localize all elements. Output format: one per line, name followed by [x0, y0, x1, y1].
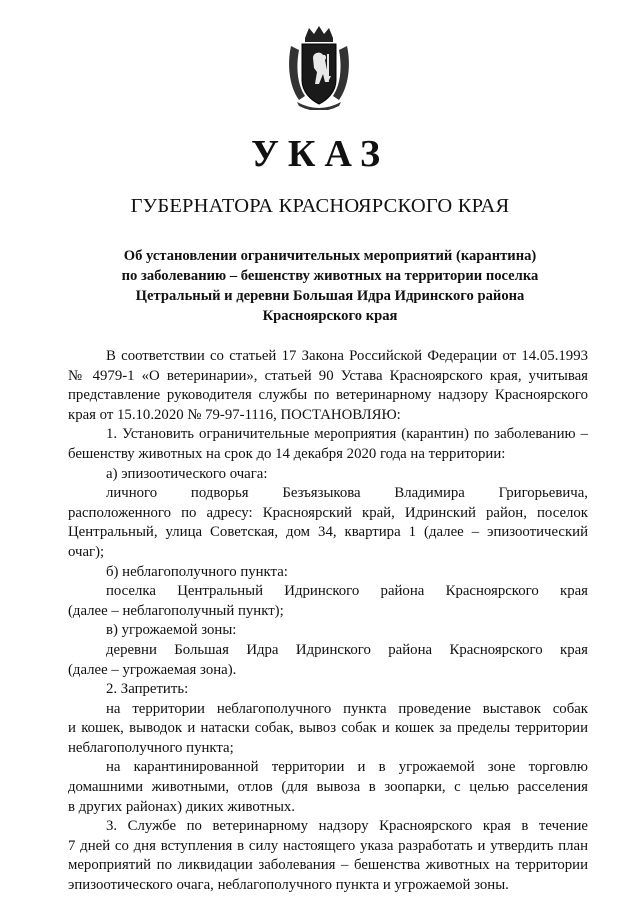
body-line: края от 15.10.2020 № 79-97-1116, ПОСТАНОВЛЯЮ: — [68, 406, 401, 423]
body-line: 1. Установить ограничительные мероприятия (карантин) по заболеванию – — [106, 426, 588, 443]
body-line: (далее – угрожаемая зона). — [68, 661, 237, 678]
body-line: а) эпизоотического очага: — [106, 465, 268, 482]
body-line: на территории неблагополучного пункта проведение выставок собак — [106, 700, 588, 717]
body-line: поселка Центральный Идринского района Красноярского края — [106, 583, 588, 600]
body-line: неблагополучного пункта; — [68, 739, 234, 756]
body-line: эпизоотического очага, неблагополучного пункта и угрожаемой зоны. — [68, 877, 509, 894]
body-line: представление руководителя службы по ветеринарному надзору Красноярского — [68, 387, 588, 404]
body-line: личного подворья Безъязыкова Владимира Григорьевича, — [106, 485, 588, 502]
body-line: № 4979-1 «О ветеринарии», статьей 90 Устава Красноярского края, учитывая — [68, 367, 588, 384]
body-line: и кошек, выводок и натаски собак, вывоз собак и кошек за пределы территории — [68, 720, 588, 737]
body-line: в других районах) диких животных. — [68, 798, 296, 815]
body-line: В соответствии со статьей 17 Закона Российской Федерации от 14.05.1993 — [106, 348, 588, 364]
body-line: 7 дней со дня вступления в силу настоящего указа разработать и утвердить план — [68, 837, 588, 854]
body-line: домашними животными, отлов (для вывоза в зоопарки, с целью расселения — [68, 779, 588, 796]
body-line: очаг); — [68, 543, 105, 560]
document-title: УКАЗ — [251, 133, 389, 175]
body-line: деревни Большая Идра Идринского района Красноярского края — [106, 641, 588, 658]
body-line: расположенного по адресу: Красноярский край, Идринский район, поселок — [68, 504, 588, 521]
document-body — [68, 347, 588, 896]
document-subtitle: ГУБЕРНАТОРА КРАСНОЯРСКОГО КРАЯ — [130, 195, 510, 217]
heading-line: Красноярского края — [262, 308, 398, 324]
body-line: в) угрожаемой зоны: — [106, 622, 237, 639]
heading-line: по заболеванию – бешенству животных на территории поселка — [121, 268, 539, 284]
body-line: мероприятий по ликвидации заболевания – бешенства животных на территории — [68, 857, 588, 874]
body-line: б) неблагополучного пункта: — [106, 563, 288, 580]
heading-line: Цетральный и деревни Большая Идра Идринского района — [135, 288, 525, 304]
body-line: бешенству животных на срок до 14 декабря 2020 года на территории: — [68, 445, 506, 462]
heading-line: Об установлении ограничительных мероприятий (карантина) — [123, 248, 537, 264]
document-heading — [70, 246, 590, 326]
body-line: (далее – неблагополучный пункт); — [68, 602, 284, 619]
coat-of-arms-icon — [283, 24, 355, 110]
body-line: на карантинированной территории и в угрожаемой зоне торговлю — [106, 759, 588, 776]
body-line: 3. Службе по ветеринарному надзору Красноярского края в течение — [106, 818, 588, 835]
body-line: 2. Запретить: — [106, 681, 189, 698]
body-line: Центральный, улица Советская, дом 34, квартира 1 (далее – эпизоотический — [68, 524, 588, 541]
